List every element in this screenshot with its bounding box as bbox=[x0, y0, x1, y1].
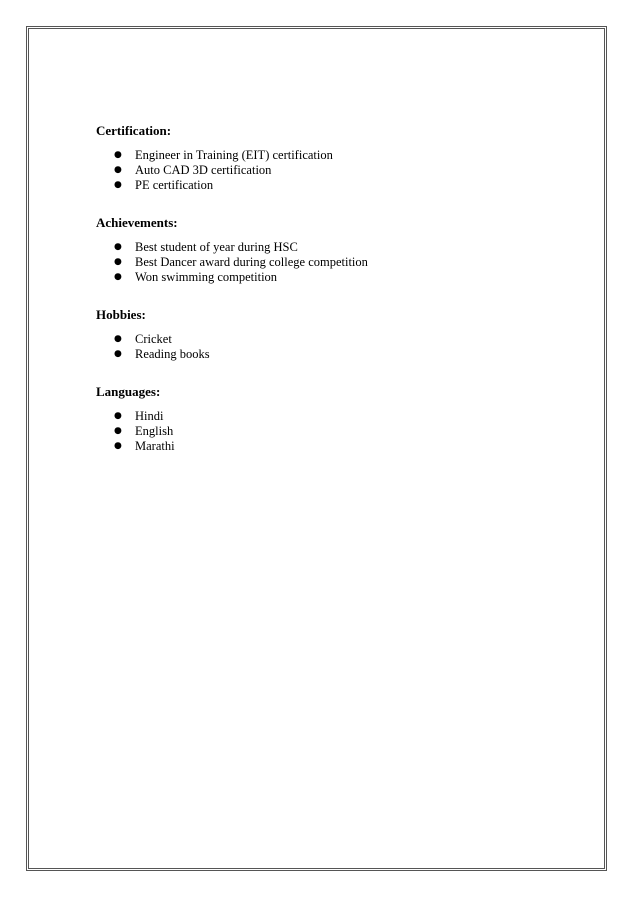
list-item: ● Cricket bbox=[114, 332, 576, 347]
achievements-list bbox=[96, 240, 576, 285]
certification-section bbox=[96, 123, 576, 193]
list-item: ● Auto CAD 3D certification bbox=[114, 163, 576, 178]
list-item: ● Reading books bbox=[114, 347, 576, 362]
certification-heading: Certification: bbox=[96, 123, 172, 138]
list-item: ● Engineer in Training (EIT) certification bbox=[114, 148, 576, 163]
hobbies-list bbox=[96, 332, 576, 362]
achievements-heading: Achievements: bbox=[96, 215, 178, 230]
certification-list bbox=[96, 148, 576, 193]
languages-list bbox=[96, 409, 576, 454]
list-item: ● Hindi bbox=[114, 409, 576, 424]
list-item: ● Won swimming competition bbox=[114, 270, 576, 285]
list-item: ● PE certification bbox=[114, 178, 576, 193]
list-item: ● Marathi bbox=[114, 439, 576, 454]
hobbies-heading: Hobbies: bbox=[96, 307, 146, 322]
hobbies-section bbox=[96, 307, 576, 362]
achievements-section bbox=[96, 215, 576, 285]
languages-heading: Languages: bbox=[96, 384, 161, 399]
list-item: ● English bbox=[114, 424, 576, 439]
list-item: ● Best Dancer award during college competition bbox=[114, 255, 576, 270]
resume-content bbox=[96, 123, 576, 476]
list-item: ● Best student of year during HSC bbox=[114, 240, 576, 255]
languages-section bbox=[96, 384, 576, 454]
